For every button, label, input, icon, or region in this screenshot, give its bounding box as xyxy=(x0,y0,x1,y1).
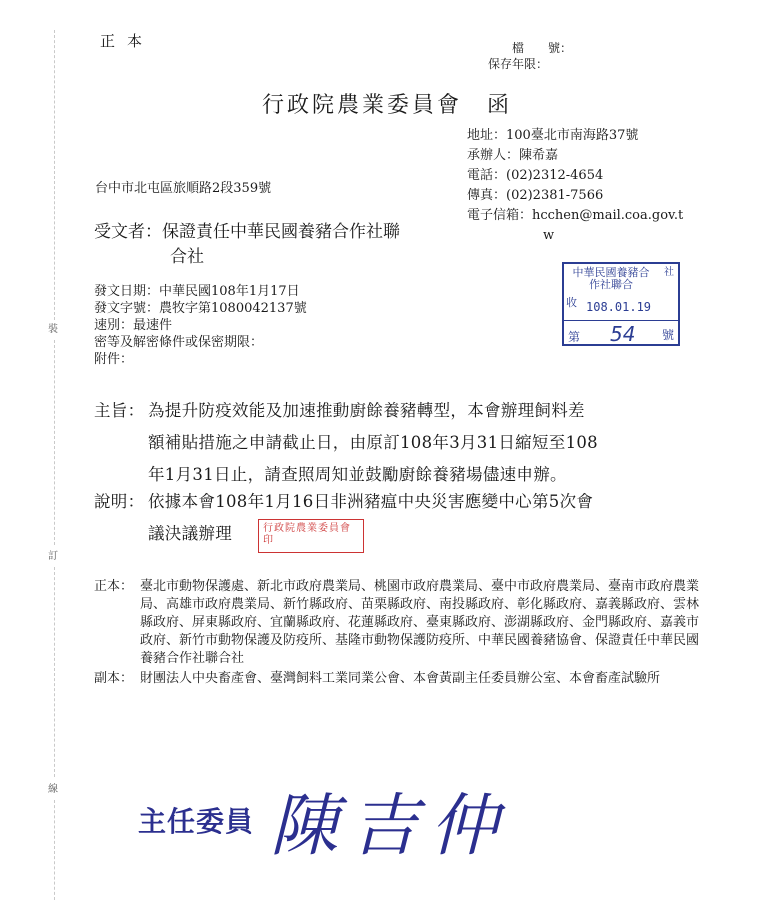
stamp-divider xyxy=(564,320,678,321)
retention-period-label: 保存年限： xyxy=(488,57,549,71)
issue-date: 發文日期：中華民國108年1月17日 xyxy=(94,284,300,299)
agency-title: 行政院農業委員會 函 xyxy=(262,93,513,118)
stamp-number: 54 xyxy=(610,322,636,346)
received-stamp xyxy=(562,262,680,346)
recipient-line: 受文者：保證責任中華民國養豬合作社聯 xyxy=(94,222,400,242)
explanation-label: 說明： xyxy=(94,492,145,511)
subject-line-2: 額補貼措施之申請截止日，由原訂108年3月31日縮短至108 xyxy=(148,433,598,452)
binding-line-mid xyxy=(54,340,55,545)
contact-address: 地址：100臺北市南海路37號 xyxy=(467,128,639,143)
subject-section xyxy=(94,395,704,491)
recipient-address: 台中市北屯區旅順路2段359號 xyxy=(95,181,272,196)
official-seal: 行政院農業委員會印 xyxy=(258,519,364,553)
contact-block xyxy=(467,127,683,247)
main-recipients-label: 正本： xyxy=(94,579,134,594)
attachments: 附件： xyxy=(94,352,134,367)
subject-line-3: 年1月31日止，請查照周知並鼓勵廚餘養豬場儘速申辦。 xyxy=(148,465,567,484)
document-meta xyxy=(94,283,307,368)
contact-handler: 承辦人：陳希嘉 xyxy=(467,148,559,163)
binding-mark-line: 線 xyxy=(48,784,58,795)
binding-line-low xyxy=(54,567,55,777)
binding-mark-staple: 訂 xyxy=(48,551,58,562)
binding-line-bottom xyxy=(54,800,55,900)
subject-label: 主旨： xyxy=(94,401,145,420)
stamp-number-suffix: 號 xyxy=(661,328,674,342)
stamp-side: 社 xyxy=(664,267,674,278)
explanation-line-2: 議決議辦理 xyxy=(148,524,232,543)
distribution-list xyxy=(94,578,704,688)
file-number-label: 檔 號： xyxy=(512,41,573,55)
contact-email-cont: w xyxy=(543,228,555,243)
explanation-section xyxy=(94,486,704,550)
copy-recipients-label: 副本： xyxy=(94,671,134,686)
document-number: 發文字號：農牧字第1080042137號 xyxy=(94,301,307,316)
binding-mark-bind: 裝 xyxy=(48,324,58,335)
contact-email: 電子信箱：hcchen@mail.coa.gov.t xyxy=(467,208,684,223)
copy-recipients: 財團法人中央畜產會、臺灣飼料工業同業公會、本會黃副主任委員辦公室、本會畜產試驗所 xyxy=(140,671,661,686)
copy-mark: 正本 xyxy=(100,32,155,50)
contact-phone: 電話：(02)2312-4654 xyxy=(467,168,604,183)
main-recipients: 臺北市動物保護處、新北市政府農業局、桃園市政府農業局、臺中市政府農業局、臺南市政府農業局、高雄市政府農業局、新竹縣政府、苗栗縣政府、南投縣政府、彰化縣政府、嘉義縣政府、雲林縣政府、屏東縣政府、宜蘭縣政府、花蓮縣政府、臺東縣政府、澎湖縣政府、金門縣政府、嘉義市政府、新竹市動物保護及防疫所、基隆市動物保護防疫所、中華民國養豬協會、保證責任中華民國養豬合作社聯合社 xyxy=(140,579,700,666)
stamp-org: 中華民國養豬合作社聯合 xyxy=(572,266,650,291)
stamp-date: 108.01.19 xyxy=(586,300,652,314)
signature-title: 主任委員 xyxy=(138,805,255,838)
binding-line-top xyxy=(54,30,55,320)
secrecy-level: 密等及解密條件或保密期限： xyxy=(94,335,264,350)
stamp-receive-label: 收 xyxy=(566,296,577,309)
explanation-line: 依據本會108年1月16日非洲豬瘟中央災害應變中心第5次會 xyxy=(148,492,594,511)
signature-name: 陳吉仲 xyxy=(270,787,511,866)
contact-fax: 傳真：(02)2381-7566 xyxy=(467,188,604,203)
subject-line: 為提升防疫效能及加速推動廚餘養豬轉型，本會辦理飼料差 xyxy=(148,401,585,420)
recipient-block xyxy=(94,220,400,270)
stamp-number-label: 第 xyxy=(568,330,581,344)
delivery-speed: 速別：最速件 xyxy=(94,318,173,333)
recipient-line-cont: 合社 xyxy=(170,247,204,267)
